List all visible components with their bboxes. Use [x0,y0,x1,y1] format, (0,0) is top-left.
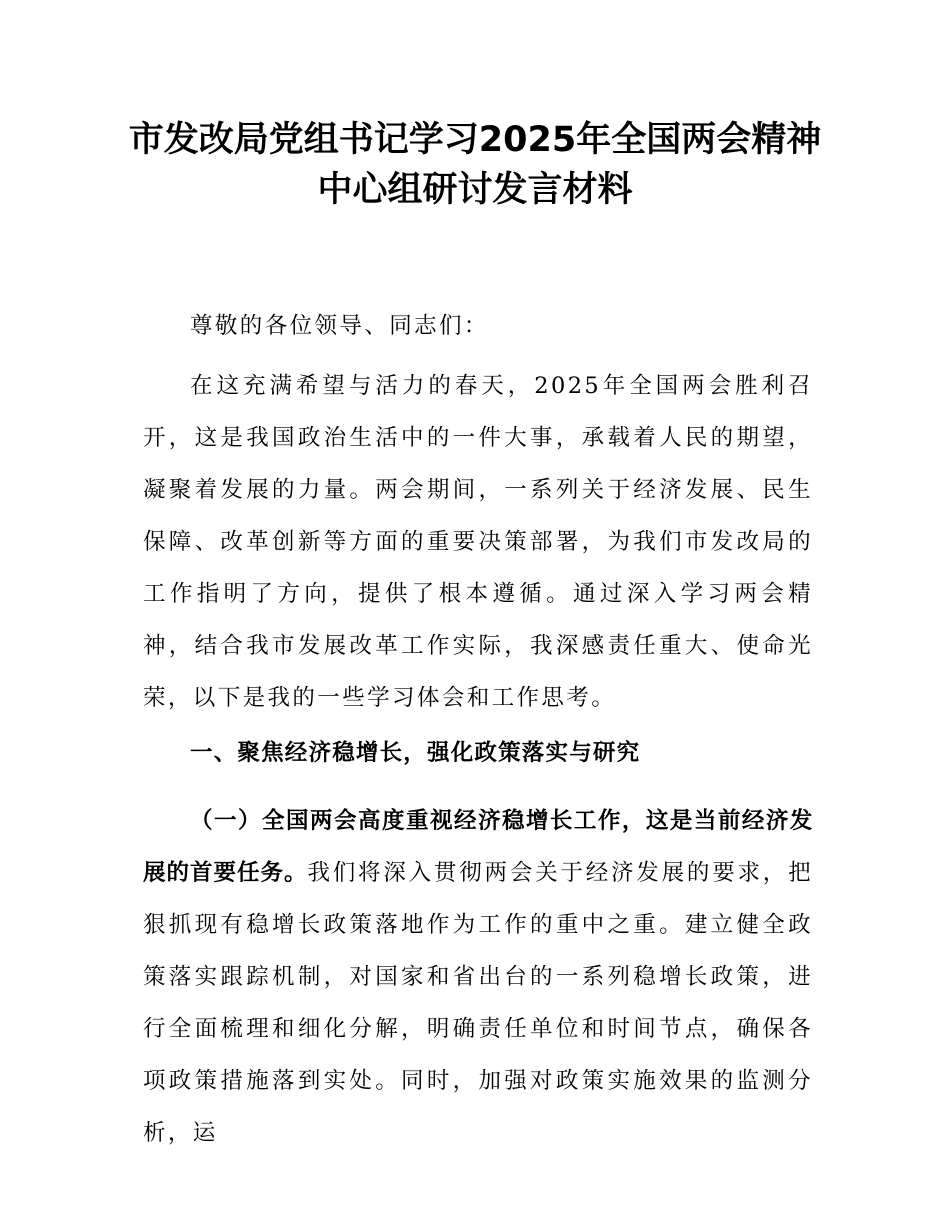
greeting: 尊敬的各位领导、同志们： [190,313,489,339]
document-title-line-1: 市发改局党组书记学习2025年全国两会精神 [128,120,822,160]
paragraph-body-text: 我们将深入贯彻两会关于经济发展的要求，把狠抓现有稳增长政策落地作为工作的重中之重。建立健全政策落实跟踪机制，对国家和省出台的一系列稳增长政策，进行全面梳理和细化分解，明确责任单位和时间节点，确保各项政策措施落到实处。同时，加强对政策实施效果的监测分析，运 [143,860,813,1146]
paragraph-section-1-1 [143,795,813,1159]
paragraph-lead-sentence: （一）全国两会高度重视经济稳增长工作，这是当前经济发展的首要任务。 [143,808,813,886]
document-title-line-2: 中心组研讨发言材料 [317,170,633,210]
section-heading-1: 一、聚焦经济稳增长，强化政策落实与研究 [190,740,641,766]
paragraph-intro: 在这充满希望与活力的春天，2025年全国两会胜利召开，这是我国政治生活中的一件大事，承载着人民的期望，凝聚着发展的力量。两会期间，一系列关于经济发展、民生保障、改革创新等方面的重要决策部署，为我们市发改局的工作指明了方向，提供了根本遵循。通过深入学习两会精神，结合我市发展改革工作实际，我深感责任重大、使命光荣，以下是我的一些学习体会和工作思考。 [143,373,813,711]
